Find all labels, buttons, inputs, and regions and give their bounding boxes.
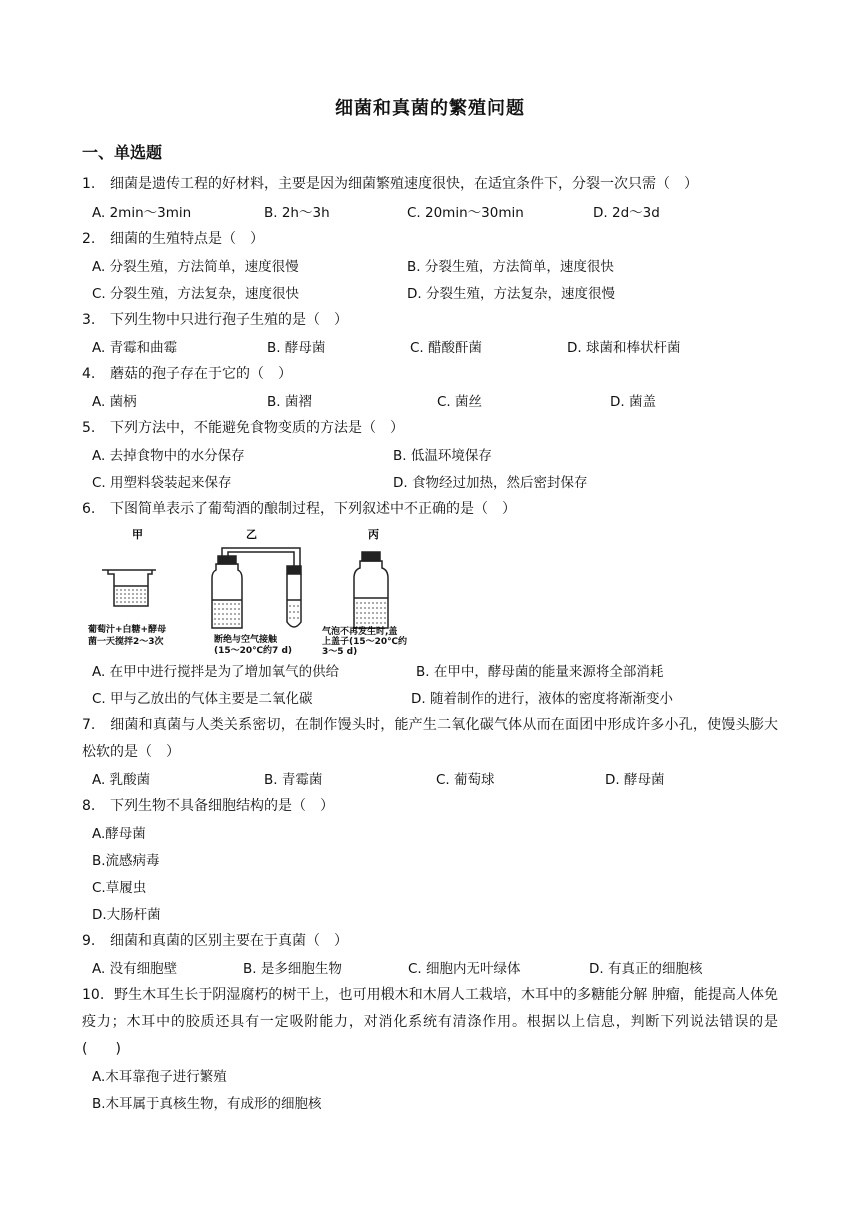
option-a: A.木耳靠孢子进行繁殖: [92, 1069, 227, 1085]
option-c: C. 醋酸酐菌: [410, 340, 483, 356]
figure-label-bing: 丙: [368, 528, 379, 541]
question-text: 蘑菇的孢子存在于它的（ ）: [110, 366, 292, 382]
option-a: A. 2min～3min: [92, 205, 192, 221]
question-4: [82, 361, 292, 388]
question-number: 10.: [82, 987, 105, 1003]
option-a: A. 去掉食物中的水分保存: [92, 448, 245, 464]
question-text: 细菌和真菌与人类关系密切，在制作馒头时，能产生二氧化碳气体从而在面团中形成许多小孔，使馒头膨大松软的是（ ）: [82, 717, 778, 760]
option-b: B.流感病毒: [92, 853, 160, 869]
option-c: C. 葡萄球: [436, 772, 495, 788]
question-number: 3.: [82, 312, 96, 328]
option-a: A. 乳酸菌: [92, 772, 151, 788]
option-c: C. 20min～30min: [407, 205, 524, 221]
question-10: [82, 982, 778, 1063]
question-3: [82, 307, 348, 334]
question-7: [82, 712, 778, 766]
option-b: B. 是多细胞生物: [243, 961, 342, 977]
question-9: [82, 928, 348, 955]
option-d: D.大肠杆菌: [92, 907, 161, 923]
caption-jia-line2: 菌一天搅拌2～3次: [88, 637, 164, 647]
question-number: 1.: [82, 176, 96, 192]
option-b: B. 在甲中，酵母菌的能量来源将全部消耗: [416, 664, 664, 680]
question-2: [82, 226, 264, 253]
option-b: B. 2h～3h: [264, 205, 330, 221]
question-number: 4.: [82, 366, 96, 382]
question-text: 细菌和真菌的区别主要在于真菌（ ）: [110, 933, 348, 949]
option-a: A. 没有细胞壁: [92, 961, 178, 977]
question-text: 野生木耳生长于阴湿腐朽的树干上，也可用椴木和木屑人工栽培，木耳中的多糖能分解 肿瘤，能提高人体免疫力；木耳中的胶质还具有一定吸附能力，对消化系统有清涤作用。根据以上信息，判断下列说法错误的是( ): [82, 987, 778, 1057]
bottle-yi: [212, 548, 301, 628]
question-1: [82, 171, 698, 198]
question-text: 细菌是遗传工程的好材料，主要是因为细菌繁殖速度很快，在适宜条件下，分裂一次只需（ ）: [110, 176, 698, 192]
option-c: C. 用塑料袋装起来保存: [92, 475, 232, 491]
option-a: A. 分裂生殖，方法简单，速度很慢: [92, 259, 299, 275]
question-text: 下图简单表示了葡萄酒的酿制过程，下列叙述中不正确的是（ ）: [110, 501, 516, 517]
option-a: A.酵母菌: [92, 826, 146, 842]
option-c: C. 菌丝: [437, 394, 483, 410]
question-6: [82, 496, 516, 523]
basin-jia: [102, 570, 156, 606]
question-text: 下列生物中只进行孢子生殖的是（ ）: [110, 312, 348, 328]
wine-making-figure: [86, 528, 426, 656]
question-text: 下列生物不具备细胞结构的是（ ）: [110, 798, 334, 814]
option-d: D. 2d～3d: [593, 205, 660, 221]
question-5: [82, 415, 404, 442]
page-title: 细菌和真菌的繁殖问题: [335, 98, 525, 119]
option-a: A. 在甲中进行搅拌是为了增加氧气的供给: [92, 664, 340, 680]
option-d: D. 有真正的细胞核: [589, 961, 703, 977]
option-d: D. 食物经过加热，然后密封保存: [393, 475, 588, 491]
question-number: 2.: [82, 231, 96, 247]
option-d: D. 菌盖: [610, 394, 656, 410]
caption-jia-line1: 葡萄汁+白糖+酵母: [88, 625, 167, 635]
question-number: 5.: [82, 420, 96, 436]
figure-label-jia: 甲: [132, 528, 143, 541]
option-b: B.木耳属于真核生物，有成形的细胞核: [92, 1096, 322, 1112]
option-d: D. 分裂生殖，方法复杂，速度很慢: [407, 286, 615, 302]
question-number: 9.: [82, 933, 96, 949]
option-c: C. 细胞内无叶绿体: [408, 961, 521, 977]
caption-yi-line2: (15～20℃约7 d): [214, 646, 293, 656]
option-b: B. 酵母菌: [267, 340, 326, 356]
option-c: C. 甲与乙放出的气体主要是二氧化碳: [92, 691, 313, 707]
question-text: 下列方法中，不能避免食物变质的方法是（ ）: [110, 420, 404, 436]
option-c: C. 分裂生殖，方法复杂，速度很快: [92, 286, 300, 302]
figure-label-yi: 乙: [246, 528, 257, 541]
option-a: A. 菌柄: [92, 394, 137, 410]
caption-bing-line3: 3～5 d): [322, 647, 358, 656]
question-text: 细菌的生殖特点是（ ）: [110, 231, 264, 247]
option-c: C.草履虫: [92, 880, 147, 896]
option-d: D. 酵母菌: [605, 772, 665, 788]
caption-bing-line1: 气泡不再发生时,盖: [322, 627, 398, 637]
option-b: B. 菌褶: [267, 394, 312, 410]
caption-yi-line1: 断绝与空气接触: [214, 635, 278, 645]
question-number: 6.: [82, 501, 96, 517]
option-d: D. 随着制作的进行，液体的密度将渐渐变小: [411, 691, 673, 707]
question-number: 7.: [82, 717, 96, 733]
bottle-bing: [354, 552, 388, 628]
option-b: B. 低温环境保存: [393, 448, 492, 464]
option-b: B. 分裂生殖，方法简单，速度很快: [407, 259, 614, 275]
question-8: [82, 793, 334, 820]
option-d: D. 球菌和棒状杆菌: [567, 340, 681, 356]
question-number: 8.: [82, 798, 96, 814]
caption-bing-line2: 上盖子(15～20℃约: [322, 637, 408, 647]
section-heading: 一、单选题: [82, 143, 163, 162]
option-b: B. 青霉菌: [264, 772, 323, 788]
option-a: A. 青霉和曲霉: [92, 340, 178, 356]
